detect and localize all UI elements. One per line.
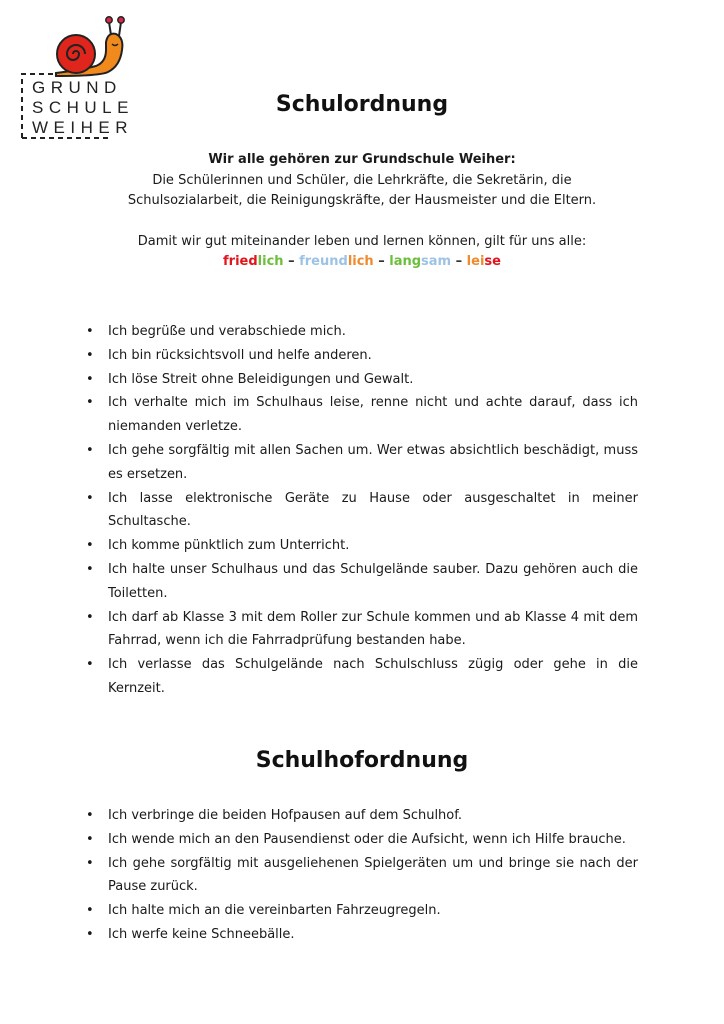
rule-item: • Ich gehe sorgfältig mit ausgeliehenen Spielgeräten um und bringe sie nach der Pause zurück.	[86, 852, 638, 900]
rule-item: • Ich begrüße und verabschiede mich.	[86, 320, 638, 344]
motto	[80, 252, 644, 273]
page-title-schulhofordnung: Schulhofordnung	[255, 748, 469, 773]
school-rules-list	[86, 320, 638, 701]
rule-item: • Ich verbringe die beiden Hofpausen auf dem Schulhof.	[86, 804, 638, 828]
motto-segment: –	[283, 254, 300, 269]
rule-item: • Ich löse Streit ohne Beleidigungen und Gewalt.	[86, 368, 638, 392]
rule-item: • Ich halte mich an die vereinbarten Fahrzeugregeln.	[86, 899, 638, 923]
intro-text: Schulsozialarbeit, die Reinigungskräfte, der Hausmeister und die Eltern.	[127, 193, 597, 208]
rule-item: • Ich bin rücksichtsvoll und helfe anderen.	[86, 344, 638, 368]
motto-segment: –	[451, 254, 467, 269]
intro-block	[80, 150, 644, 273]
motto-segment: se	[484, 254, 501, 269]
motto-segment: –	[373, 254, 390, 269]
motto-segment: fried	[223, 254, 258, 269]
logo-line: SCHULE	[32, 98, 134, 117]
rule-item: • Ich gehe sorgfältig mit allen Sachen um. Wer etwas absichtlich beschädigt, muss es ersetzen.	[86, 439, 638, 487]
rule-item: • Ich verhalte mich im Schulhaus leise, renne nicht und achte darauf, dass ich niemanden verletze.	[86, 391, 638, 439]
rule-item: • Ich halte unser Schulhaus und das Schulgelände sauber. Dazu gehören auch die Toiletten.	[86, 558, 638, 606]
school-logo	[20, 10, 134, 145]
rule-item: • Ich darf ab Klasse 3 mit dem Roller zur Schule kommen und ab Klasse 4 mit dem Fahrrad, wenn ich die Fahrradprüfung bestanden habe.	[86, 606, 638, 654]
motto-segment: lich	[347, 254, 374, 269]
rule-item: • Ich lasse elektronische Geräte zu Hause oder ausgeschaltet in meiner Schultasche.	[86, 487, 638, 535]
rule-item: • Ich komme pünktlich zum Unterricht.	[86, 534, 638, 558]
motto-segment: freund	[299, 254, 348, 269]
page-title-schulordnung: Schulordnung	[275, 92, 449, 117]
rule-item: • Ich werfe keine Schneebälle.	[86, 923, 638, 947]
motto-segment: sam	[421, 254, 452, 269]
logo-line: WEIHER	[32, 118, 133, 137]
rule-item: • Ich wende mich an den Pausendienst oder die Aufsicht, wenn ich Hilfe brauche.	[86, 828, 638, 852]
schoolyard-rules-list	[86, 804, 638, 947]
logo-line: GRUND	[32, 78, 122, 97]
intro-heading: Wir alle gehören zur Grundschule Weiher:	[208, 152, 516, 167]
motto-segment: lang	[389, 254, 422, 269]
motto-segment: lei	[466, 254, 485, 269]
motto-segment: lich	[257, 254, 284, 269]
intro-text: Die Schülerinnen und Schüler, die Lehrkräfte, die Sekretärin, die	[152, 172, 572, 188]
motto-lead: Damit wir gut miteinander leben und lernen können, gilt für uns alle:	[137, 233, 587, 249]
rule-item: • Ich verlasse das Schulgelände nach Schulschluss zügig oder gehe in die Kernzeit.	[86, 653, 638, 701]
